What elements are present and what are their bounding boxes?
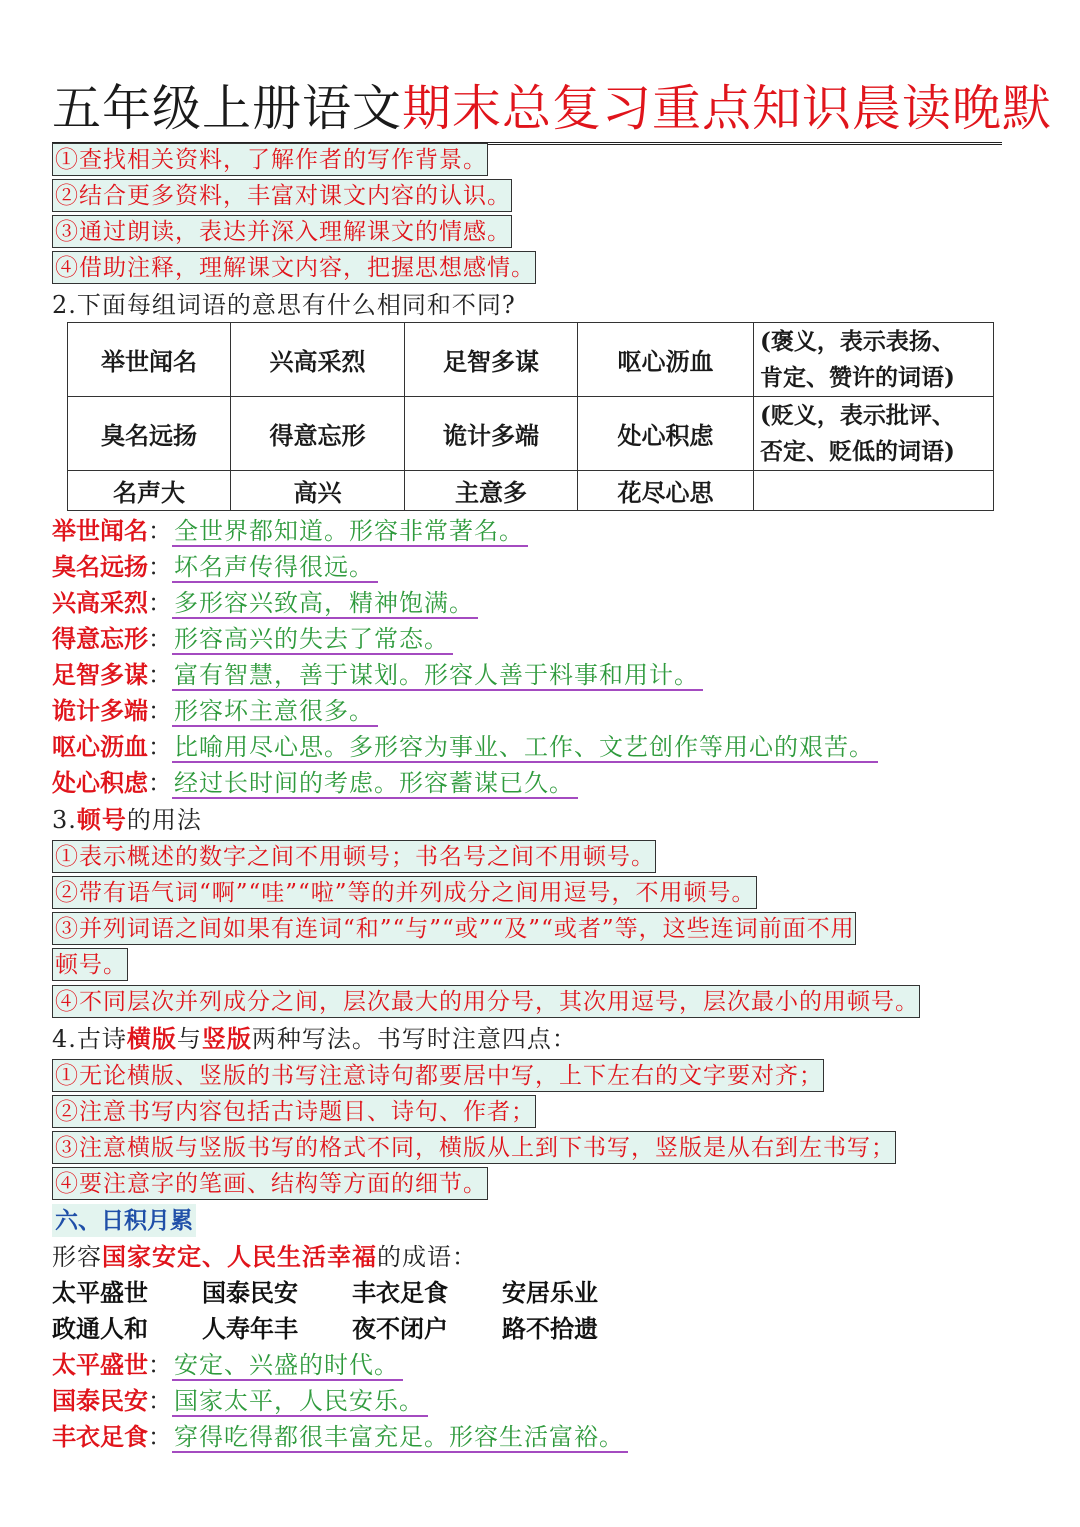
definition-meaning: 安定、兴盛的时代。 — [172, 1351, 403, 1381]
idiom-definition-row — [52, 1348, 403, 1384]
definition-colon: ： — [148, 661, 172, 689]
definition-colon: ： — [148, 769, 172, 797]
title-black-part: 五年级上册语文 — [52, 80, 403, 137]
definition-colon: ： — [148, 1351, 172, 1379]
definition-term: 丰衣足食 — [52, 1422, 148, 1451]
page-title — [52, 78, 1053, 145]
table-cell: 高兴 — [231, 471, 405, 511]
idiom-definition-row — [52, 1420, 628, 1456]
table-cell: 处心积虑 — [578, 397, 754, 471]
definition-colon: ： — [148, 553, 172, 581]
q4-suffix: 两种写法。书写时注意四点： — [251, 1025, 577, 1053]
q4-horizontal: 横版 — [126, 1024, 177, 1053]
comma-rule-3-continued: 顿号。 — [52, 948, 128, 981]
method-item-2: ②结合更多资料，丰富对课文内容的认识。 — [52, 179, 512, 212]
definition-meaning: 全世界都知道。形容非常著名。 — [172, 517, 528, 547]
definition-row — [52, 514, 528, 550]
table-note-negative — [754, 397, 994, 471]
definition-term: 处心积虑 — [52, 768, 148, 797]
table-cell: 兴高采烈 — [231, 323, 405, 397]
definition-term: 足智多谋 — [52, 660, 148, 689]
definition-meaning: 坏名声传得很远。 — [172, 553, 378, 583]
table-cell: 呕心沥血 — [578, 323, 754, 397]
definition-meaning: 形容高兴的失去了常态。 — [172, 625, 453, 655]
definition-term: 太平盛世 — [52, 1350, 148, 1379]
definition-term: 臭名远扬 — [52, 552, 148, 581]
method-item-3: ③通过朗读，表达并深入理解课文的情感。 — [52, 215, 512, 248]
definition-colon: ： — [148, 589, 172, 617]
definition-meaning: 多形容兴致高，精神饱满。 — [172, 589, 478, 619]
comma-rule-1: ①表示概述的数字之间不用顿号；书名号之间不用顿号。 — [52, 840, 656, 873]
table-cell: 举世闻名 — [68, 323, 231, 397]
definition-row — [52, 766, 578, 802]
q3-prefix: 3. — [52, 806, 77, 834]
definition-meaning: 国家太平，人民安乐。 — [172, 1387, 428, 1417]
definition-colon: ： — [148, 733, 172, 761]
idiom: 国泰民安 — [202, 1278, 298, 1307]
idiom: 人寿年丰 — [202, 1314, 298, 1343]
comma-rule-3: ③并列词语之间如果有连词“和”“与”“或”“及”“或者”等，这些连词前面不用 — [52, 912, 856, 945]
table-row — [68, 323, 994, 397]
definition-row — [52, 622, 453, 658]
question-3 — [52, 803, 202, 837]
table-cell: 得意忘形 — [231, 397, 405, 471]
definition-row — [52, 694, 378, 730]
note-line: 肯定、赞许的词语) — [760, 363, 955, 391]
idiom-row-1 — [52, 1276, 652, 1310]
definition-meaning: 比喻用尽心思。多形容为事业、工作、文艺创作等用心的艰苦。 — [172, 733, 878, 763]
table-cell-empty — [754, 471, 994, 511]
table-cell: 主意多 — [405, 471, 578, 511]
table-row — [68, 471, 994, 511]
definition-term: 举世闻名 — [52, 516, 148, 545]
title-red-part: 期末总复习重点知识晨读晚默 — [402, 80, 1053, 137]
word-comparison-table — [67, 322, 994, 511]
definition-row — [52, 550, 378, 586]
idiom: 政通人和 — [52, 1314, 148, 1343]
note-line: 否定、贬低的词语) — [760, 437, 955, 465]
table-cell: 名声大 — [68, 471, 231, 511]
question-2: 2.下面每组词语的意思有什么相同和不同? — [52, 291, 516, 319]
definition-term: 得意忘形 — [52, 624, 148, 653]
question-4 — [52, 1022, 577, 1056]
section-6-heading: 六、日积月累 — [52, 1204, 196, 1237]
definition-colon: ： — [148, 697, 172, 725]
definition-meaning: 形容坏主意很多。 — [172, 697, 378, 727]
definition-meaning: 经过长时间的考虑。形容蓄谋已久。 — [172, 769, 578, 799]
table-cell: 诡计多端 — [405, 397, 578, 471]
definition-term: 兴高采烈 — [52, 588, 148, 617]
idiom-definition-row — [52, 1384, 428, 1420]
definition-term: 呕心沥血 — [52, 732, 148, 761]
poem-rule-2: ②注意书写内容包括古诗题目、诗句、作者； — [52, 1095, 536, 1128]
q4-vertical: 竖版 — [201, 1024, 252, 1053]
intro-prefix: 形容 — [52, 1243, 102, 1271]
intro-highlight: 国家安定、人民生活幸福 — [102, 1242, 377, 1271]
table-cell: 花尽心思 — [578, 471, 754, 511]
definition-meaning: 富有智慧，善于谋划。形容人善于料事和用计。 — [172, 661, 703, 691]
idiom: 丰衣足食 — [352, 1278, 448, 1307]
definition-term: 国泰民安 — [52, 1386, 148, 1415]
definition-row — [52, 730, 878, 766]
method-item-4: ④借助注释，理解课文内容，把握思想感情。 — [52, 251, 536, 284]
idiom-intro — [52, 1240, 477, 1274]
idiom: 夜不闭户 — [352, 1314, 448, 1343]
definition-colon: ： — [148, 517, 172, 545]
q4-prefix: 4.古诗 — [52, 1025, 127, 1053]
comma-rule-2: ②带有语气词“啊”“哇”“啦”等的并列成分之间用逗号，不用顿号。 — [52, 876, 757, 909]
q3-highlight: 顿号 — [76, 805, 127, 834]
definition-colon: ： — [148, 625, 172, 653]
table-cell: 足智多谋 — [405, 323, 578, 397]
comma-rule-4: ④不同层次并列成分之间，层次最大的用分号，其次用逗号，层次最小的用顿号。 — [52, 985, 920, 1018]
idiom-row-2 — [52, 1312, 652, 1346]
note-line: (贬义，表示批评、 — [760, 401, 955, 429]
poem-rule-4: ④要注意字的笔画、结构等方面的细节。 — [52, 1167, 488, 1200]
poem-rule-1: ①无论横版、竖版的书写注意诗句都要居中写，上下左右的文字要对齐； — [52, 1059, 824, 1092]
idiom: 安居乐业 — [502, 1278, 598, 1307]
definition-term: 诡计多端 — [52, 696, 148, 725]
definition-row — [52, 586, 478, 622]
idiom: 路不拾遗 — [502, 1314, 598, 1343]
q4-mid: 与 — [176, 1025, 202, 1053]
method-item-1: ①查找相关资料，了解作者的写作背景。 — [52, 143, 488, 176]
definition-colon: ： — [148, 1423, 172, 1451]
table-cell: 臭名远扬 — [68, 397, 231, 471]
note-line: (褒义，表示表扬、 — [760, 327, 955, 355]
definition-colon: ： — [148, 1387, 172, 1415]
poem-rule-3: ③注意横版与竖版书写的格式不同，横版从上到下书写，竖版是从右到左书写； — [52, 1131, 896, 1164]
q3-suffix: 的用法 — [126, 806, 202, 834]
definition-meaning: 穿得吃得都很丰富充足。形容生活富裕。 — [172, 1423, 628, 1453]
definition-row — [52, 658, 703, 694]
table-row — [68, 397, 994, 471]
intro-suffix: 的成语： — [377, 1243, 477, 1271]
idiom: 太平盛世 — [52, 1278, 148, 1307]
table-note-positive — [754, 323, 994, 397]
